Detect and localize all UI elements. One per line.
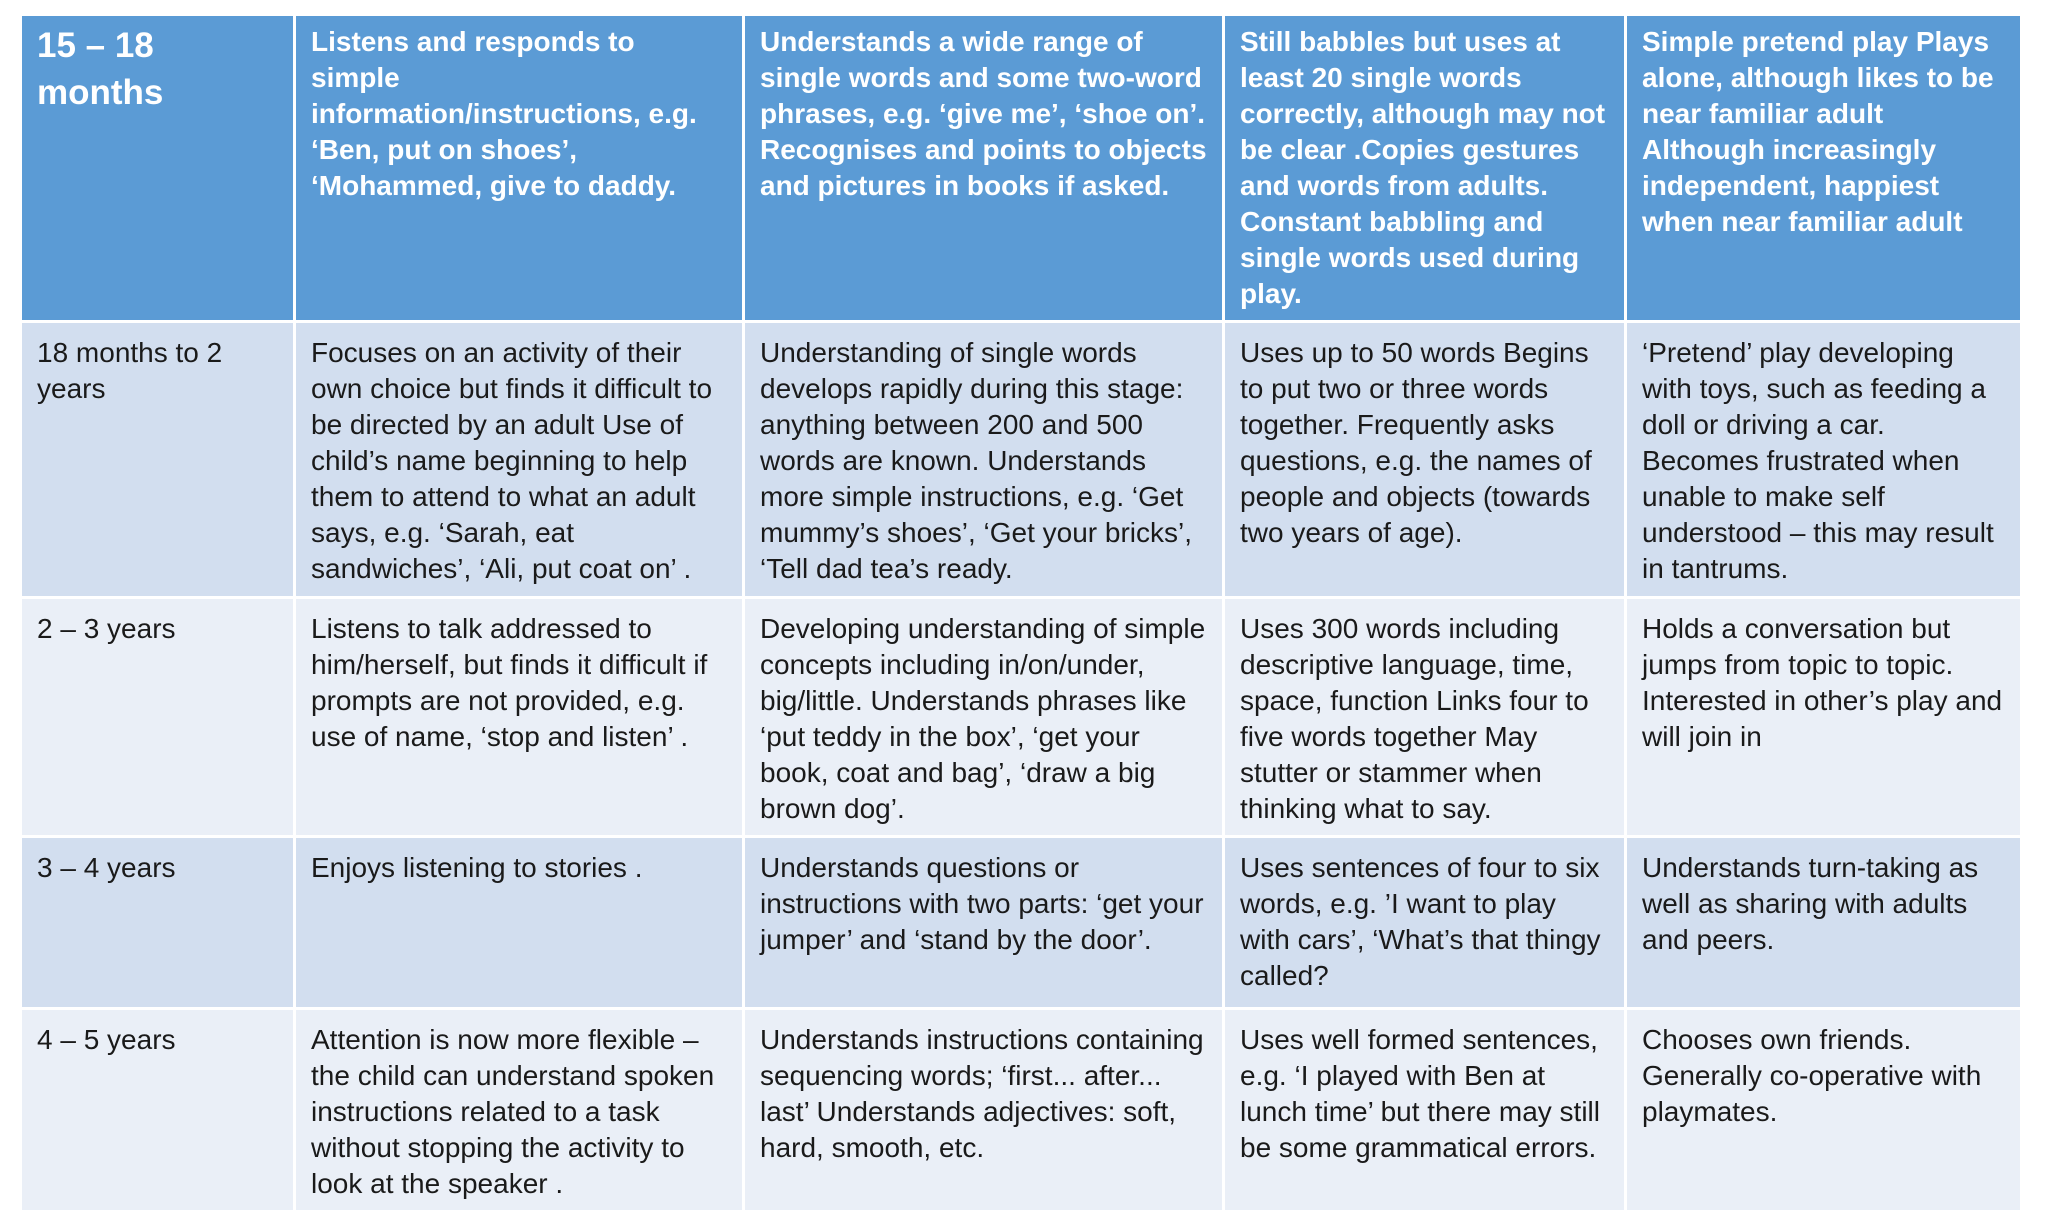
table-cell: Listens to talk addressed to him/herself, but finds it difficult if prompts are not provided, e.g. use of name, ‘stop and listen’ . — [296, 599, 745, 838]
table-cell: Understanding of single words develops rapidly during this stage: anything between 200 and 500 words are known. Understands more simple instructions, e.g. ‘Get mummy’s shoes’, ‘Get your bricks’, ‘Tell dad tea’s ready. — [745, 323, 1225, 599]
table-row — [22, 323, 2020, 599]
table-cell: ‘Pretend’ play developing with toys, such as feeding a doll or driving a car. Becomes frustrated when unable to make self understood – this may result in tantrums. — [1627, 323, 2020, 599]
table-cell: Listens and responds to simple information/instructions, e.g. ‘Ben, put on shoes’, ‘Mohammed, give to daddy. — [296, 16, 745, 323]
table-cell: Enjoys listening to stories . — [296, 838, 745, 1010]
table-cell: Uses sentences of four to six words, e.g. ’I want to play with cars’, ‘What’s that thingy called? — [1225, 838, 1627, 1010]
table-cell: Simple pretend play Plays alone, although likes to be near familiar adult Although increasingly independent, happiest when near familiar adult — [1627, 16, 2020, 323]
table-cell: Uses up to 50 words Begins to put two or three words together. Frequently asks questions, e.g. the names of people and objects (towards two years of age). — [1225, 323, 1627, 599]
table-row — [22, 16, 2020, 323]
table-cell: Understands instructions containing sequencing words; ‘first... after... last’ Understands adjectives: soft, hard, smooth, etc. — [745, 1010, 1225, 1213]
age-range-cell: 18 months to 2 years — [22, 323, 296, 599]
table-cell: Developing understanding of simple concepts including in/on/under, big/little. Understands phrases like ‘put teddy in the box’, ‘get your book, coat and bag’, ‘draw a big brown dog’. — [745, 599, 1225, 838]
age-range-cell: 4 – 5 years — [22, 1010, 296, 1213]
table-row — [22, 599, 2020, 838]
table-row — [22, 1010, 2020, 1213]
table-cell: Uses 300 words including descriptive language, time, space, function Links four to five words together May stutter or stammer when thinking what to say. — [1225, 599, 1627, 838]
development-stages-table — [22, 16, 2020, 1213]
table-row — [22, 838, 2020, 1010]
table-cell: Holds a conversation but jumps from topic to topic. Interested in other’s play and will join in — [1627, 599, 2020, 838]
table-cell: Understands a wide range of single words and some two-word phrases, e.g. ‘give me’, ‘shoe on’. Recognises and points to objects and pictures in books if asked. — [745, 16, 1225, 323]
table-cell: Understands turn-taking as well as sharing with adults and peers. — [1627, 838, 2020, 1010]
table-cell: Attention is now more flexible – the child can understand spoken instructions related to a task without stopping the activity to look at the speaker . — [296, 1010, 745, 1213]
table-cell: Uses well formed sentences, e.g. ‘I played with Ben at lunch time’ but there may still be some grammatical errors. — [1225, 1010, 1627, 1213]
table-cell: Focuses on an activity of their own choice but finds it difficult to be directed by an adult Use of child’s name beginning to help them to attend to what an adult says, e.g. ‘Sarah, eat sandwiches’, ‘Ali, put coat on’ . — [296, 323, 745, 599]
age-range-cell: 2 – 3 years — [22, 599, 296, 838]
age-range-cell: 15 – 18 months — [22, 16, 296, 323]
table-cell: Understands questions or instructions with two parts: ‘get your jumper’ and ‘stand by the door’. — [745, 838, 1225, 1010]
table-cell: Still babbles but uses at least 20 single words correctly, although may not be clear .Copies gestures and words from adults. Constant babbling and single words used during play. — [1225, 16, 1627, 323]
table-cell: Chooses own friends. Generally co-operative with playmates. — [1627, 1010, 2020, 1213]
age-range-cell: 3 – 4 years — [22, 838, 296, 1010]
